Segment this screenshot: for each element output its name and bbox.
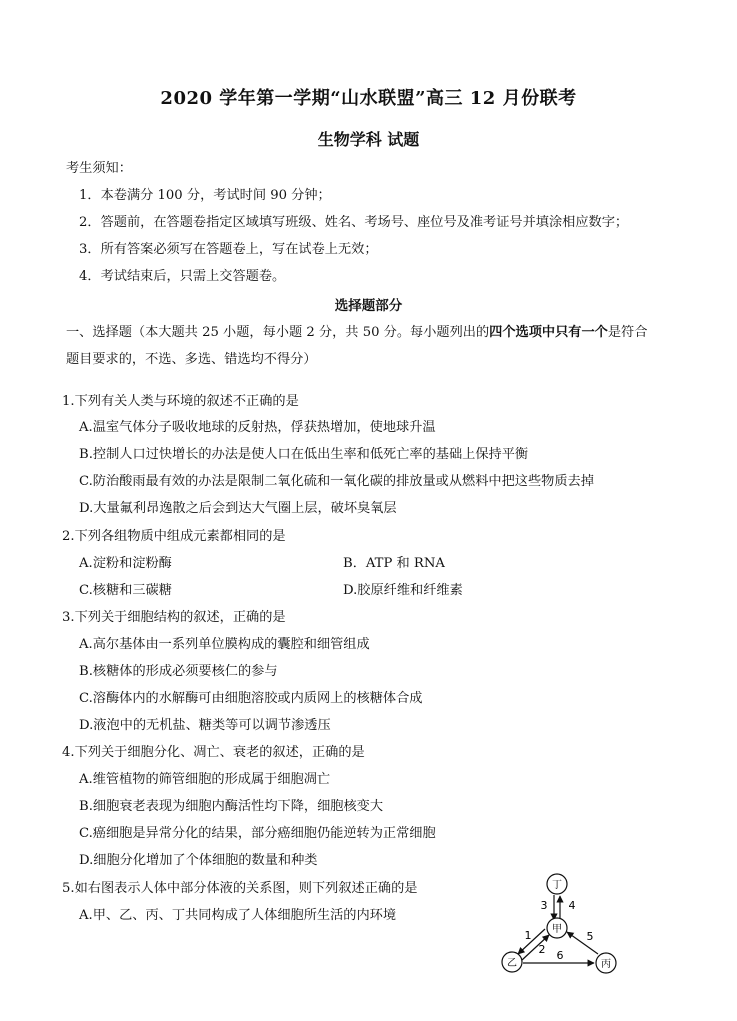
edge-label: 4 [568, 899, 576, 912]
edge-label: 3 [540, 899, 548, 912]
edge-label: 6 [556, 949, 564, 962]
question-option: B．ATP 和 RNA [343, 556, 445, 571]
section-instructions-line2: 题目要求的，不选、多选、错选均不得分） [66, 352, 317, 367]
question-stem: 2.下列各组物质中组成元素都相同的是 [62, 529, 286, 544]
question-option: C.防治酸雨最有效的办法是限制二氧化硫和一氧化碳的排放量或从燃料中把这些物质去掉 [79, 474, 594, 489]
notice-item: 2．答题前，在答题卷指定区域填写班级、姓名、考场号、座位号及准考证号并填涂相应数字； [79, 215, 629, 230]
question-option: B.核糖体的形成必须要核仁的参与 [79, 664, 278, 679]
question-option: C.核糖和三碳糖 [79, 583, 172, 598]
question-option: A.维管植物的筛管细胞的形成属于细胞凋亡 [79, 772, 331, 787]
section-instructions [66, 321, 647, 340]
notice-item: 1．本卷满分 100 分，考试时间 90 分钟； [79, 188, 331, 203]
question-option: D.细胞分化增加了个体细胞的数量和种类 [79, 853, 318, 868]
question-stem: 4.下列关于细胞分化、凋亡、衰老的叙述，正确的是 [62, 745, 365, 760]
question-option: C.溶酶体内的水解酶可由细胞溶胶或内质网上的核糖体合成 [79, 691, 423, 706]
node-label: 乙 [507, 958, 517, 969]
instr-part: 一、选择题（本大题共 25 小题，每小题 2 分，共 50 分。每小题列出的 [66, 325, 490, 340]
edge-label: 5 [586, 930, 594, 943]
node-ding [547, 874, 567, 894]
section-title: 选择题部分 [334, 298, 403, 314]
instr-emphasis: 四个选项中只有一个 [489, 325, 608, 340]
exam-subtitle: 生物学科 试题 [317, 130, 420, 149]
question-option: B.细胞衰老表现为细胞内酶活性均下降，细胞核变大 [79, 799, 384, 814]
exam-title: 2020 学年第一学期“山水联盟”高三 12 月份联考 [160, 88, 577, 109]
notice-item: 4．考试结束后，只需上交答题卷。 [79, 269, 286, 284]
notice-heading: 考生须知： [66, 161, 132, 176]
question-stem: 3.下列关于细胞结构的叙述，正确的是 [62, 610, 286, 625]
question-stem: 5.如右图表示人体中部分体液的关系图，则下列叙述正确的是 [62, 881, 418, 896]
node-label: 丁 [552, 880, 562, 891]
question-option: B.控制人口过快增长的办法是使人口在低出生率和低死亡率的基础上保持平衡 [79, 447, 529, 462]
node-yi [502, 952, 522, 972]
question-option: A.高尔基体由一系列单位膜构成的囊腔和细管组成 [79, 637, 370, 652]
question-option: A.甲、乙、丙、丁共同构成了人体细胞所生活的内环境 [79, 908, 397, 923]
question-stem: 1.下列有关人类与环境的叙述不正确的是 [62, 394, 299, 409]
notice-item: 3．所有答案必须写在答题卷上，写在试卷上无效； [79, 242, 378, 257]
body-fluid-diagram [490, 865, 630, 980]
instr-part: 是符合 [607, 325, 648, 340]
question-option: A.温室气体分子吸收地球的反射热，俘获热增加，使地球升温 [79, 420, 436, 435]
question-option: D.胶原纤维和纤维素 [343, 583, 463, 598]
question-option: D.大量氟利昂逸散之后会到达大气圈上层，破坏臭氧层 [79, 501, 397, 516]
question-option: D.液泡中的无机盐、糖类等可以调节渗透压 [79, 718, 331, 733]
edge-label: 1 [524, 929, 532, 942]
edge-label: 2 [538, 943, 546, 956]
question-option: C.癌细胞是异常分化的结果，部分癌细胞仍能逆转为正常细胞 [79, 826, 436, 841]
node-bing [596, 953, 616, 973]
question-option: A.淀粉和淀粉酶 [79, 556, 172, 571]
node-jia [547, 918, 567, 938]
node-label: 甲 [552, 924, 562, 935]
node-label: 丙 [601, 959, 611, 970]
